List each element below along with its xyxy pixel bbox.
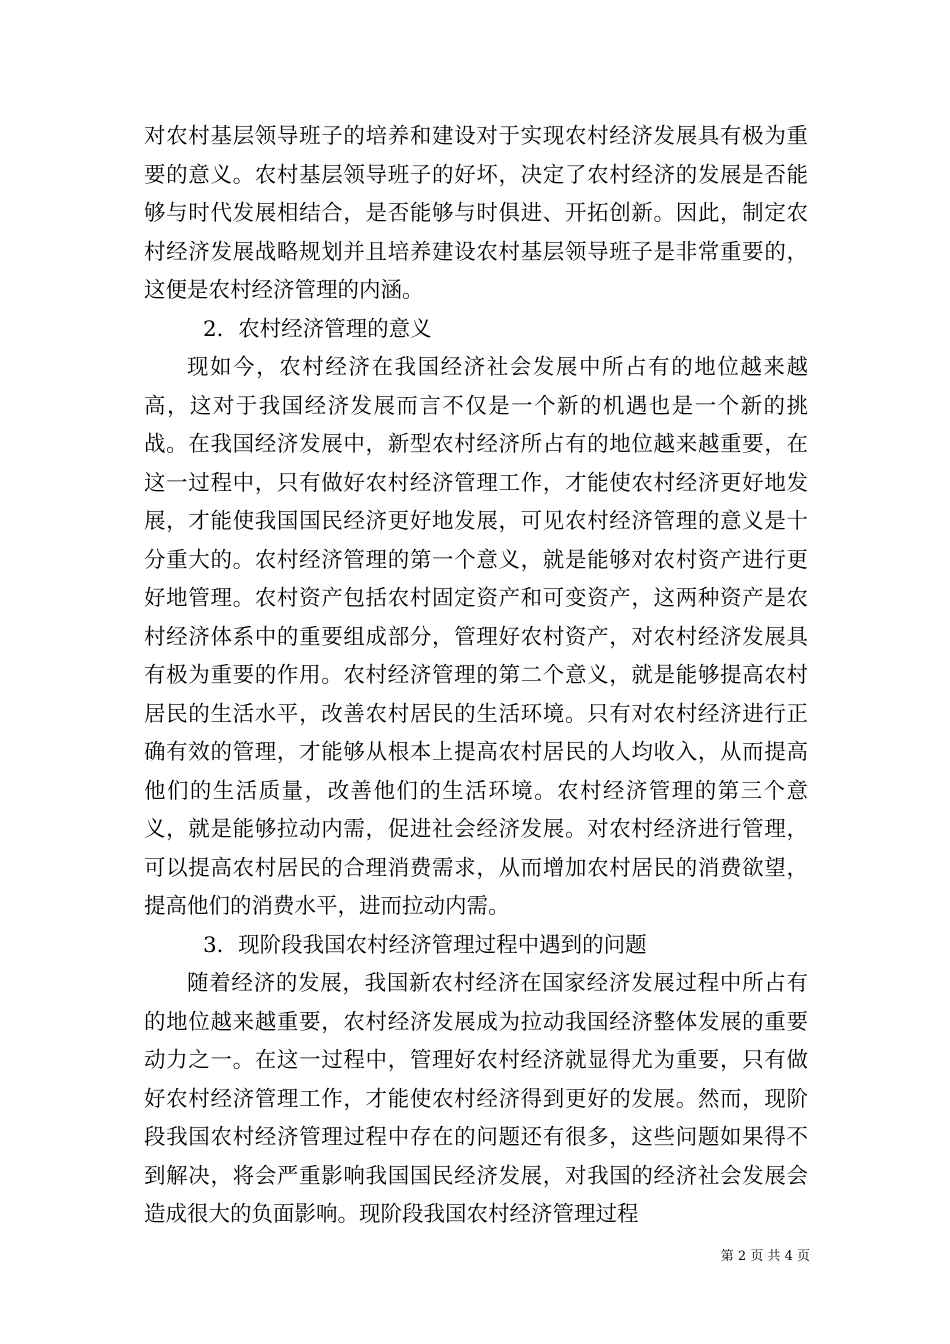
section-3-heading: 3．现阶段我国农村经济管理过程中遇到的问题 [203, 932, 647, 958]
page-number-footer: 第 2 页 共 4 页 [720, 1249, 810, 1264]
section-2-heading: 2．农村经济管理的意义 [203, 316, 432, 342]
section-2-paragraph: 现如今，农村经济在我国经济社会发展中所占有的地位越来越高，这对于我国经济发展而言不仅是一个新的机遇也是一个新的挑战。在我国经济发展中，新型农村经济所占有的地位越来越重要，在这一过程中，只有做好农村经济管理工作，才能使农村经济更好地发展，才能使我国国民经济更好地发展，可见农村经济管理的意义是十分重大的。农村经济管理的第一个意义，就是能够对农村资产进行更好地管理。农村资产包括农村固定资产和可变资产，这两种资产是农村经济体系中的重要组成部分，管理好农村资产，对农村经济发展具有极为重要的作用。农村经济管理的第二个意义，就是能够提高农村居民的生活水平，改善农村居民的生活环境。只有对农村经济进行正确有效的管理，才能够从根本上提高农村居民的人均收入，从而提高他们的生活质量，改善他们的生活环境。农村经济管理的第三个意义，就是能够拉动内需，促进社会经济发展。对农村经济进行管理，可以提高农村居民的合理消费需求，从而增加农村居民的消费欲望，提高他们的消费水平，进而拉动内需。 [144, 355, 808, 919]
section-3-paragraph: 随着经济的发展，我国新农村经济在国家经济发展过程中所占有的地位越来越重要，农村经济发展成为拉动我国经济整体发展的重要动力之一。在这一过程中，管理好农村经济就显得尤为重要，只有做好农村经济管理工作，才能使农村经济得到更好的发展。然而，现阶段我国农村经济管理过程中存在的问题还有很多，这些问题如果得不到解决，将会严重影响我国国民经济发展，对我国的经济社会发展会造成很大的负面影响。现阶段我国农村经济管理过程 [144, 971, 808, 1227]
document-body [144, 118, 808, 1235]
continued-paragraph: 对农村基层领导班子的培养和建设对于实现农村经济发展具有极为重要的意义。农村基层领导班子的好坏，决定了农村经济的发展是否能够与时代发展相结合，是否能够与时俱进、开拓创新。因此，制定农村经济发展战略规划并且培养建设农村基层领导班子是非常重要的，这便是农村经济管理的内涵。 [144, 124, 808, 303]
